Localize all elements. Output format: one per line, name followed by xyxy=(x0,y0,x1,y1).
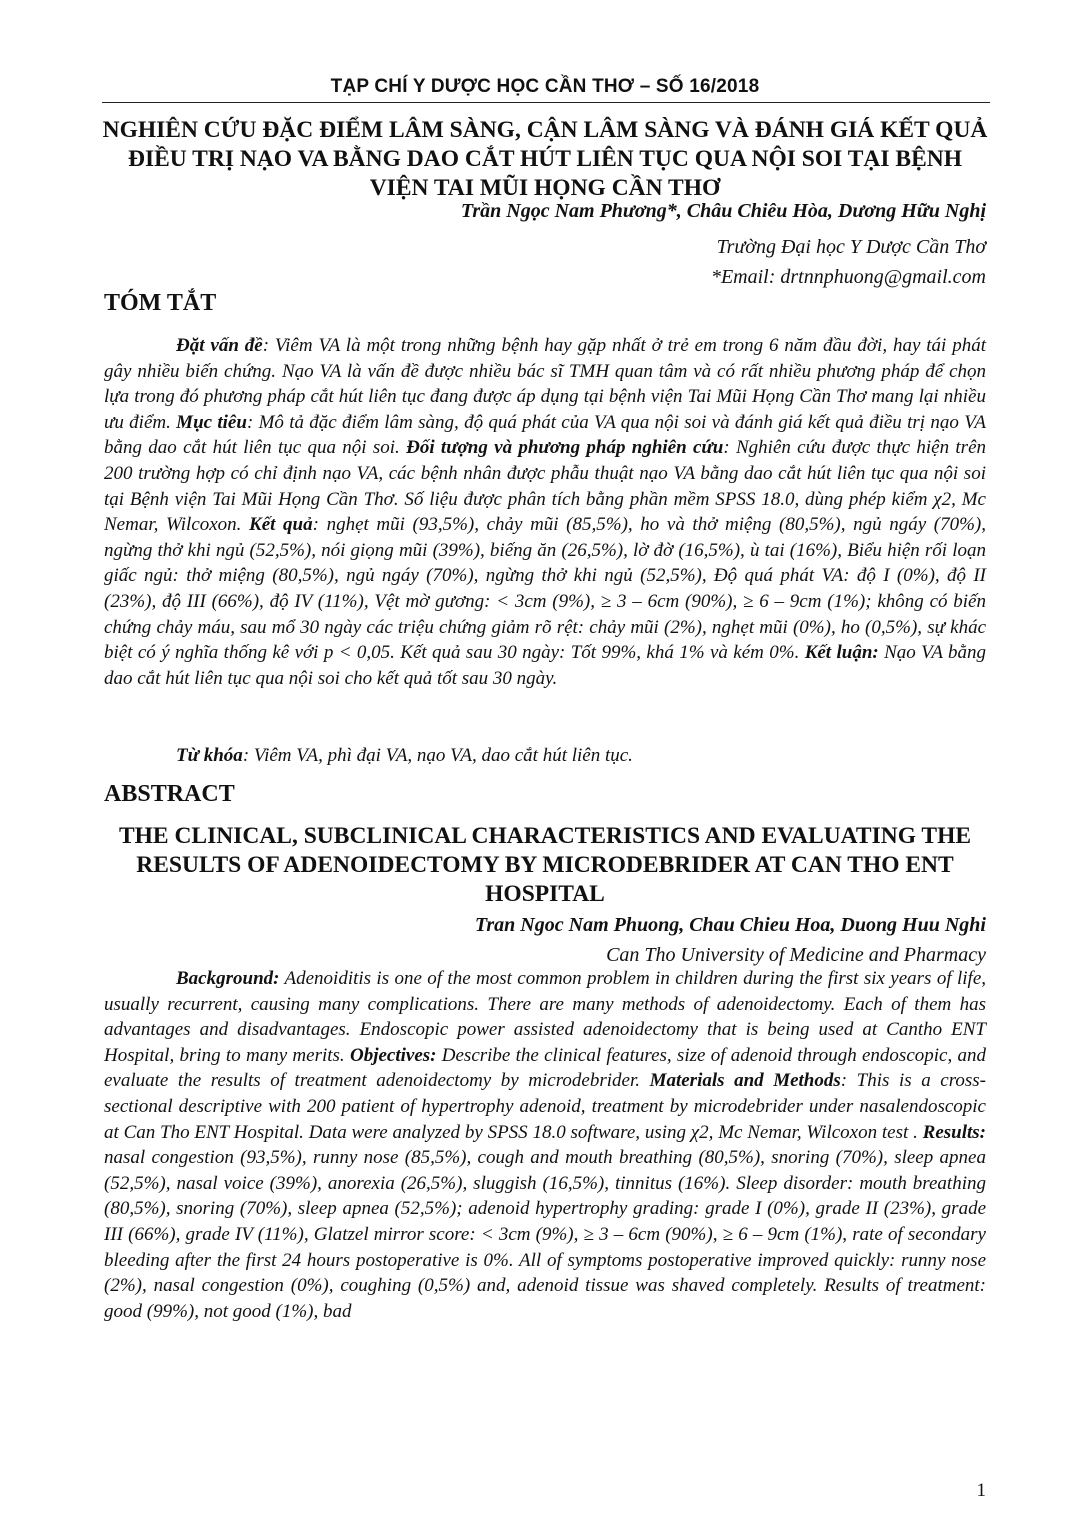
keywords-text: : Viêm VA, phì đại VA, nạo VA, dao cắt hút liên tục. xyxy=(242,745,633,766)
conclusion-text-vi: Nạo VA bằng dao cắt hút liên tục qua nội soi cho kết quả tốt sau 30 ngày. xyxy=(104,642,986,689)
header-rule xyxy=(102,102,990,103)
keywords-label: Từ khóa xyxy=(176,745,243,766)
methods-text-vi: : Nghiên cứu được thực hiện trên 200 trường hợp có chỉ định nạo VA, các bệnh nhân được phẫu thuật nạo VA bằng dao cắt hút liên tục qua nội soi tại Bệnh viện Tai Mũi Họng Cần Thơ. Số liệu được phân tích bằng phần mềm SPSS 18.0, dùng phép kiểm χ2, Mc Nemar, Wilcoxon. xyxy=(104,437,986,536)
background-label-vi: Đặt vấn đề xyxy=(176,335,263,356)
keywords-line xyxy=(104,743,986,769)
vietnamese-authors: Trần Ngọc Nam Phương*, Châu Chiêu Hòa, Dương Hữu Nghị xyxy=(460,200,986,222)
vietnamese-title: NGHIÊN CỨU ĐẶC ĐIỂM LÂM SÀNG, CẬN LÂM SÀNG VÀ ĐÁNH GIÁ KẾT QUẢ ĐIỀU TRỊ NẠO VA BẰNG DAO CẮT HÚT LIÊN TỤC QUA NỘI SOI TẠI BỆNH VIỆN TAI MŨI HỌNG CẦN THƠ xyxy=(102,117,988,201)
vietnamese-abstract xyxy=(104,333,986,691)
objectives-text-en: Describe the clinical features, size of adenoid through endoscopic, and evaluate the results of treatment adenoidectomy by microdebrider. xyxy=(104,1044,987,1092)
background-text-vi: : Viêm VA là một trong những bệnh hay gặp nhất ở trẻ em trong 6 năm đầu đời, hay tái phát gây nhiều biến chứng. Nạo VA là vấn đề được nhiều bác sĩ TMH quan tâm và có rất nhiều phương pháp để chọn lựa trong đó phương pháp cắt hút liên tục đang được áp dụng tại bệnh viện Tai Mũi Họng Cần Thơ mang lại nhiều ưu điểm. xyxy=(104,335,987,433)
results-text-en: nasal congestion (93,5%), runny nose (85,5%), cough and mouth breathing (80,5%), snoring (70%), sleep apnea (52,5%), nasal voice (39%), anorexia (26,5%), sluggish (16,5%), tinnitus (16%). Sleep disorder: mouth breathing (80,5%), snoring (70%), sleep apnea (52,5%); adenoid hypertrophy grading: grade I (0%), grade II (23%), grade III (66%), grade IV (11%), Glatzel mirror score: < 3cm (9%), ≥ 3 – 6cm (90%), ≥ 6 – 9cm (1%), rate of secondary bleeding after the first 24 hours postoperative is 0%. All of symptoms postoperative improved quickly: runny nose (2%), nasal congestion (0%), coughing (0,5%) and, adenoid tissue was shaved completely. Results of treatment: good (99%), not good (1%), bad xyxy=(104,1147,986,1322)
objectives-label-en: Objectives: xyxy=(349,1044,437,1066)
background-text-en: Adenoiditis is one of the most common problem in children during the first six years of life, usually recurrent, causing many complications. There are many methods of adenoidectomy. Each of them has advantages and disadvantages. Endoscopic power assisted adenoidectomy that is being used at Cantho ENT Hospital, bring to many merits. xyxy=(104,968,986,1066)
conclusion-label-vi: Kết luận: xyxy=(804,642,879,664)
results-label-en: Results: xyxy=(922,1121,986,1143)
objectives-text-vi: : Mô tả đặc điểm lâm sàng, độ quá phát của VA qua nội soi và đánh giá kết quả điều trị nạo VA bằng dao cắt hút liên tục qua nội soi. xyxy=(104,411,986,459)
results-text-vi: : nghẹt mũi (93,5%), chảy mũi (85,5%), ho và thở miệng (80,5%), ngủ ngáy (70%), ngừng thở khi ngủ (52,5%), nói giọng mũi (39%), biếng ăn (26,5%), lờ đờ (16,5%), ù tai (16%), Biểu hiện rối loạn giấc ngủ: thở miệng (80,5%), ngủ ngáy (70%), ngừng thở khi ngủ (52,5%), Độ quá phát VA: độ I (0%), độ II (23%), độ III (66%), độ IV (11%), Vệt mờ gương: < 3cm (9%), ≥ 3 – 6cm (90%), ≥ 6 – 9cm (1%); không có biến chứng chảy máu, sau mổ 30 ngày các triệu chứng giảm rõ rệt: chảy mũi (2%), nghẹt mũi (0%), ho (0,5%), sự khác biệt có ý nghĩa thống kê với p < 0,05. Kết quả sau 30 ngày: Tốt 99%, khá 1% và kém 0%. xyxy=(104,514,986,664)
author-email: *Email: drtnnphuong@gmail.com xyxy=(710,266,986,288)
background-label-en: Background: xyxy=(176,968,280,989)
english-title: THE CLINICAL, SUBCLINICAL CHARACTERISTICS AND EVALUATING THE RESULTS OF ADENOIDECTOMY BY MICRODEBRIDER AT CAN THO ENT HOSPITAL xyxy=(118,823,972,907)
methods-text-en: : This is a cross-sectional descriptive with 200 patient of hypertrophy adenoid, treatment by microdebrider under nasalendoscopic at Can Tho ENT Hospital. Data were analyzed by SPSS 18.0 software, using χ2, Mc Nemar, Wilcoxon test . xyxy=(104,1070,986,1143)
objectives-label-vi: Mục tiêu xyxy=(176,411,247,433)
section-heading-tom-tat: TÓM TẮT xyxy=(104,290,217,316)
section-heading-abstract: ABSTRACT xyxy=(104,781,235,807)
vietnamese-affiliation: Trường Đại học Y Dược Cần Thơ xyxy=(716,236,986,258)
page-number: 1 xyxy=(976,1480,986,1501)
methods-label-en: Materials and Methods xyxy=(649,1070,841,1092)
english-authors: Tran Ngoc Nam Phuong, Chau Chieu Hoa, Duong Huu Nghi xyxy=(474,914,986,936)
methods-label-vi: Đối tượng và phương pháp nghiên cứu xyxy=(406,437,724,459)
english-affiliation: Can Tho University of Medicine and Pharmacy xyxy=(606,944,986,966)
journal-header: TẠP CHÍ Y DƯỢC HỌC CẦN THƠ – SỐ 16/2018 xyxy=(330,76,760,97)
english-abstract xyxy=(104,966,986,1324)
results-label-vi: Kết quả xyxy=(249,514,313,536)
